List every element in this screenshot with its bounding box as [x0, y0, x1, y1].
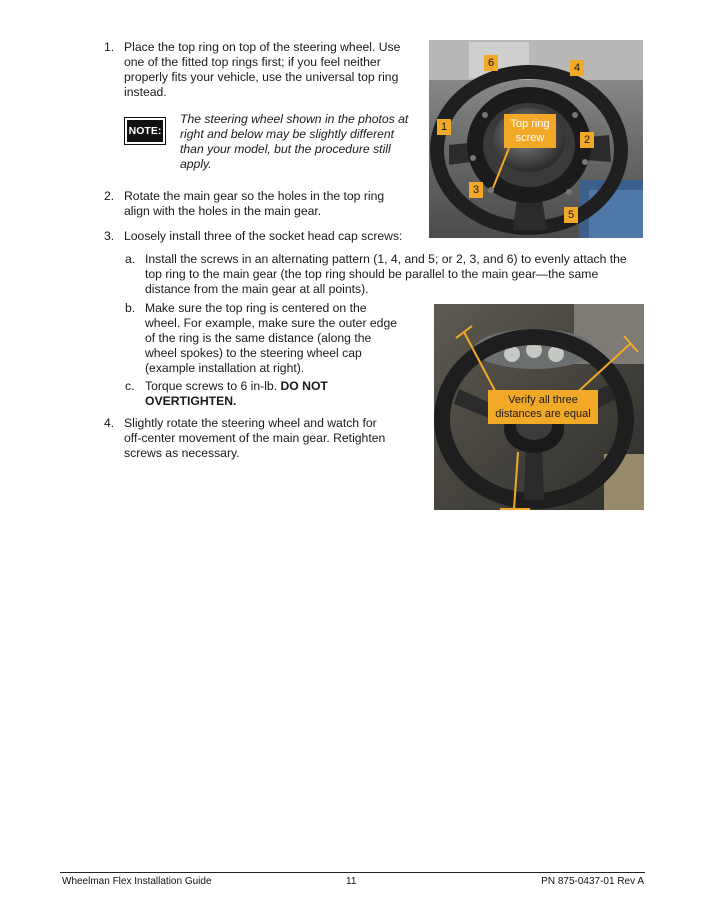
steering-wheel-photo-top-ring	[429, 40, 643, 238]
substep-a-line: top ring to the main gear (the top ring should be parallel to the main gear—the same	[145, 267, 599, 281]
substep-c-line	[145, 394, 425, 409]
note-line: The steering wheel shown in the photos at	[180, 112, 409, 126]
step-3-text	[124, 229, 434, 244]
steering-wheel-photo-verify-distances	[434, 304, 644, 510]
top-ring-screw-label-line: screw	[515, 132, 545, 144]
substep-a-text	[145, 252, 655, 297]
note-line: right and below may be slightly different	[180, 127, 395, 141]
step-2-line: Rotate the main gear so the holes in the top ring	[124, 189, 385, 203]
step-4-line: off-center movement of the main gear. Retighten	[124, 431, 386, 445]
step-4-text	[124, 416, 424, 461]
substep-b-line: of the ring is the same distance (along the	[145, 331, 372, 345]
step-1-line: one of the fitted top rings first; if you feel neither	[124, 55, 381, 69]
step-1-line: instead.	[124, 85, 167, 99]
footer-rule	[60, 872, 645, 873]
verify-distances-label	[488, 390, 598, 424]
step-3-number: 3.	[104, 229, 115, 243]
step-1-number: 1.	[104, 40, 115, 54]
substep-a-number: a.	[125, 252, 136, 266]
substep-b-number: b.	[125, 301, 136, 315]
verify-distances-label-line: Verify all three	[508, 394, 578, 406]
callout-5: 5	[564, 207, 578, 223]
substep-b-line: wheel. For example, make sure the outer edge	[145, 316, 398, 330]
substep-c-line	[145, 379, 425, 394]
substep-b-line: wheel spokes) to the steering wheel cap	[145, 346, 362, 360]
step-4-line: Slightly rotate the steering wheel and watch for	[124, 416, 377, 430]
step-2-line: align with the holes in the main gear.	[124, 204, 322, 218]
note-badge: NOTE:	[125, 118, 165, 144]
top-ring-screw-label-line: Top ring	[510, 118, 550, 130]
footer-part-number: PN 875-0437-01 Rev A	[541, 876, 644, 887]
step-1-line: properly fits your vehicle, use the universal top ring	[124, 70, 399, 84]
note-line: than your model, but the procedure still	[180, 142, 391, 156]
step-3-line: Loosely install three of the socket head cap screws:	[124, 229, 403, 243]
overtighten-warning: OVERTIGHTEN.	[145, 394, 237, 408]
substep-b-text	[145, 301, 425, 376]
step-4-line: screws as necessary.	[124, 446, 240, 460]
callout-6: 6	[484, 55, 498, 71]
substep-b-line: Make sure the top ring is centered on the	[145, 301, 367, 315]
substep-b-line: (example installation at right).	[145, 361, 305, 375]
callout-3: 3	[469, 182, 483, 198]
step-1-text	[124, 40, 424, 100]
substep-a-line: distance from the main gear at all points).	[145, 282, 369, 296]
substep-c-text-pre: Torque screws to 6 in-lb.	[145, 379, 281, 393]
substep-c-number: c.	[125, 379, 135, 393]
top-ring-screw-label	[504, 114, 556, 148]
note-text	[180, 112, 420, 172]
note-line: apply.	[180, 157, 212, 171]
callout-1: 1	[437, 119, 451, 135]
substep-a-line: Install the screws in an alternating pattern (1, 4, and 5; or 2, 3, and 6) to evenly attach the	[145, 252, 627, 266]
footer-doc-title: Wheelman Flex Installation Guide	[62, 876, 212, 887]
substep-c-text	[145, 379, 425, 409]
step-1-line: Place the top ring on top of the steering wheel. Use	[124, 40, 401, 54]
step-2-text	[124, 189, 424, 219]
step-2-number: 2.	[104, 189, 115, 203]
verify-distances-label-line: distances are equal	[495, 408, 591, 420]
footer-page-number: 11	[346, 876, 357, 887]
step-4-number: 4.	[104, 416, 115, 430]
callout-4: 4	[570, 60, 584, 76]
callout-2: 2	[580, 132, 594, 148]
do-not-warning: DO NOT	[280, 379, 328, 393]
